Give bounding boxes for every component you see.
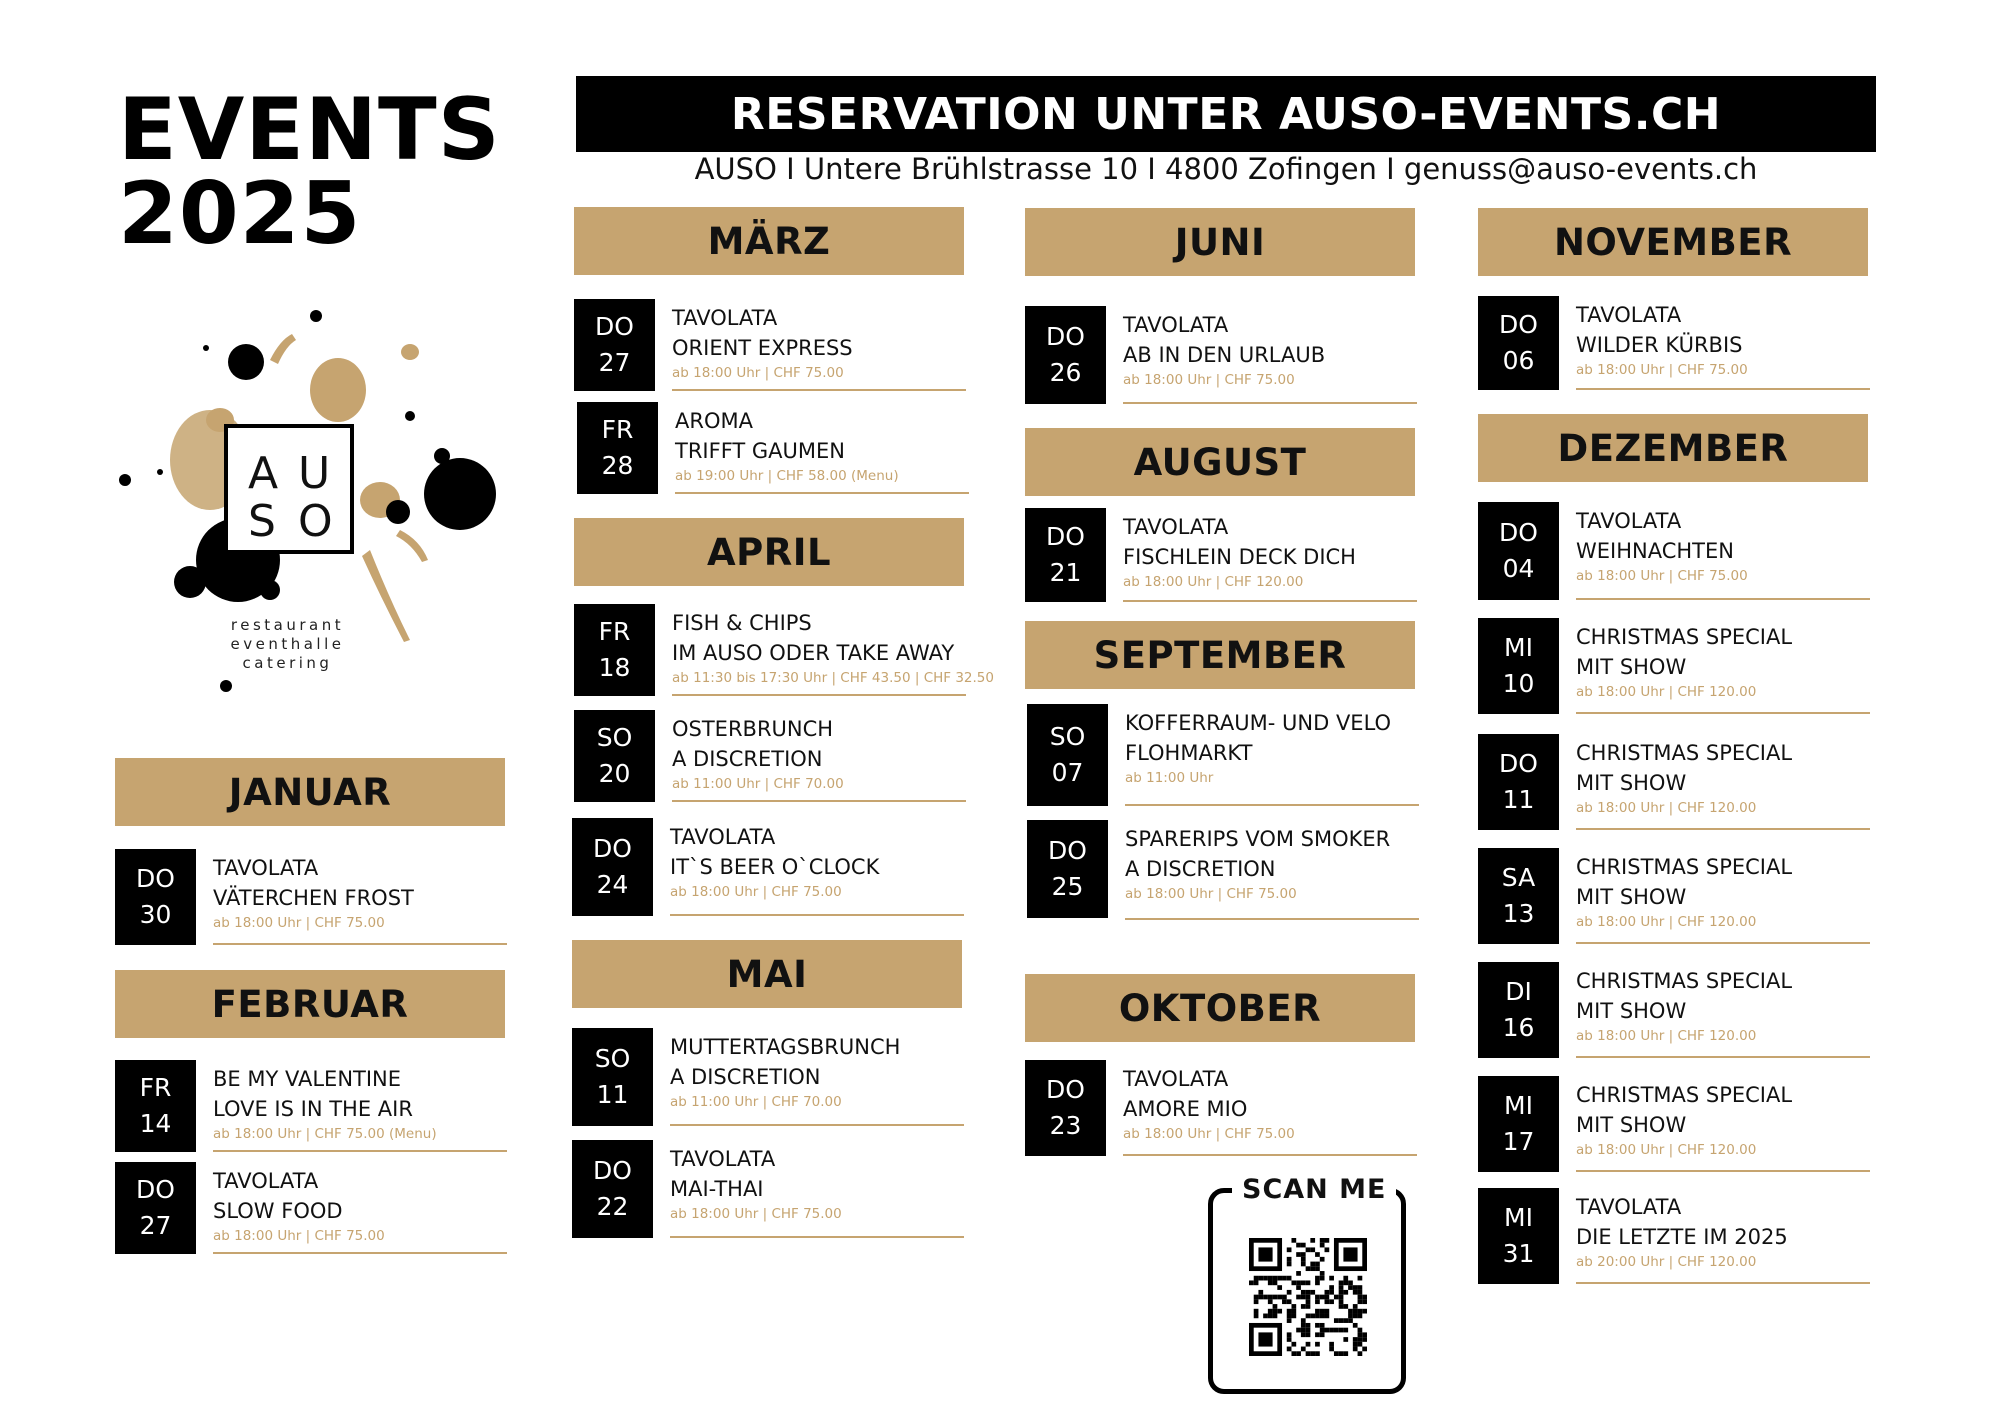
event-time-price: ab 18:00 Uhr | CHF 75.00 xyxy=(1123,1126,1295,1142)
event-day-number: 20 xyxy=(598,759,631,788)
event-date-badge xyxy=(574,299,655,391)
event-title: CHRISTMAS SPECIAL xyxy=(1576,741,1793,765)
event-title: CHRISTMAS SPECIAL xyxy=(1576,625,1793,649)
event-feb-27[interactable] xyxy=(115,1162,507,1254)
event-time-price: ab 19:00 Uhr | CHF 58.00 (Menu) xyxy=(675,468,899,484)
logo-letter-s: S xyxy=(248,496,276,547)
event-weekday: DO xyxy=(1499,518,1538,547)
event-title: TAVOLATA xyxy=(1576,1195,1682,1219)
event-date-badge xyxy=(1478,962,1559,1058)
reservation-banner[interactable]: RESERVATION UNTER AUSO-EVENTS.CH xyxy=(576,76,1876,152)
event-title: TAVOLATA xyxy=(670,1147,776,1171)
event-info xyxy=(1123,508,1417,602)
month-header-april: APRIL xyxy=(574,518,964,586)
event-subtitle: FISCHLEIN DECK DICH xyxy=(1123,545,1356,569)
event-time-price: ab 11:00 Uhr | CHF 70.00 xyxy=(672,776,844,792)
event-day-number: 13 xyxy=(1502,899,1535,928)
event-mar-27[interactable] xyxy=(574,299,966,391)
event-subtitle: TRIFFT GAUMEN xyxy=(675,439,846,463)
event-apr-24[interactable] xyxy=(572,818,964,916)
event-day-number: 16 xyxy=(1502,1013,1535,1042)
event-dez-11[interactable] xyxy=(1478,734,1870,830)
event-day-number: 27 xyxy=(598,348,631,377)
event-info xyxy=(213,1162,507,1254)
event-subtitle: VÄTERCHEN FROST xyxy=(213,886,414,910)
logo-line-restaurant: restaurant xyxy=(230,616,345,634)
event-dez-13[interactable] xyxy=(1478,848,1870,944)
event-subtitle: MAI-THAI xyxy=(670,1177,764,1201)
event-date-badge xyxy=(1027,820,1108,918)
event-day-number: 07 xyxy=(1051,758,1084,787)
event-time-price: ab 18:00 Uhr | CHF 120.00 xyxy=(1576,800,1757,816)
event-weekday: DO xyxy=(136,1175,175,1204)
logo-letter-u: U xyxy=(298,448,331,499)
event-time-price: ab 18:00 Uhr | CHF 120.00 xyxy=(1576,914,1757,930)
event-date-badge xyxy=(577,402,658,494)
event-date-badge xyxy=(574,604,655,696)
event-day-number: 18 xyxy=(598,653,631,682)
event-title: SPARERIPS VOM SMOKER xyxy=(1125,827,1391,851)
event-day-number: 11 xyxy=(1502,785,1535,814)
event-title: TAVOLATA xyxy=(1576,509,1682,533)
event-day-number: 23 xyxy=(1049,1111,1082,1140)
event-date-badge xyxy=(574,710,655,802)
event-subtitle: A DISCRETION xyxy=(670,1065,821,1089)
event-okt-23[interactable] xyxy=(1025,1060,1417,1156)
qr-code[interactable] xyxy=(1249,1238,1367,1356)
event-day-number: 27 xyxy=(139,1211,172,1240)
event-time-price: ab 18:00 Uhr | CHF 75.00 xyxy=(1576,362,1748,378)
event-info xyxy=(675,402,969,494)
event-sep-25[interactable] xyxy=(1027,820,1419,920)
month-header-oktober: OKTOBER xyxy=(1025,974,1415,1042)
month-header-november: NOVEMBER xyxy=(1478,208,1868,276)
event-dez-16[interactable] xyxy=(1478,962,1870,1058)
event-date-badge xyxy=(1025,306,1106,404)
event-subtitle: IM AUSO ODER TAKE AWAY xyxy=(672,641,955,665)
event-weekday: DO xyxy=(595,312,634,341)
event-info xyxy=(1576,848,1870,944)
event-info xyxy=(670,1028,964,1126)
event-info xyxy=(672,604,994,696)
event-weekday: SO xyxy=(1049,722,1086,751)
event-info xyxy=(670,1140,964,1238)
event-subtitle: MIT SHOW xyxy=(1576,1113,1687,1137)
event-weekday: DO xyxy=(593,1156,632,1185)
event-weekday: FR xyxy=(139,1073,172,1102)
event-date-badge xyxy=(572,1028,653,1126)
title-year: 2025 xyxy=(118,164,362,264)
event-time-price: ab 18:00 Uhr | CHF 75.00 xyxy=(670,884,842,900)
event-subtitle: ORIENT EXPRESS xyxy=(672,336,853,360)
event-day-number: 25 xyxy=(1051,872,1084,901)
event-title: AROMA xyxy=(675,409,753,433)
event-weekday: FR xyxy=(598,617,631,646)
event-day-number: 10 xyxy=(1502,669,1535,698)
event-date-badge xyxy=(1478,618,1559,714)
event-dez-17[interactable] xyxy=(1478,1076,1870,1172)
event-day-number: 04 xyxy=(1502,554,1535,583)
event-sep-07[interactable] xyxy=(1027,704,1419,806)
event-weekday: DO xyxy=(1048,836,1087,865)
event-day-number: 26 xyxy=(1049,358,1082,387)
event-weekday: DI xyxy=(1505,977,1532,1006)
event-weekday: DO xyxy=(1046,322,1085,351)
event-title: FISH & CHIPS xyxy=(672,611,812,635)
event-day-number: 06 xyxy=(1502,346,1535,375)
scan-me-label: SCAN ME xyxy=(1232,1174,1396,1205)
event-title: TAVOLATA xyxy=(1123,515,1229,539)
event-dez-31[interactable] xyxy=(1478,1188,1870,1284)
event-info xyxy=(1576,502,1870,600)
event-mai-11[interactable] xyxy=(572,1028,964,1126)
event-info xyxy=(1123,1060,1417,1156)
event-title: KOFFERRAUM- UND VELO xyxy=(1125,711,1392,735)
event-info xyxy=(213,1060,507,1152)
event-day-number: 14 xyxy=(139,1109,172,1138)
event-subtitle: LOVE IS IN THE AIR xyxy=(213,1097,413,1121)
event-info xyxy=(1576,962,1870,1058)
month-header-maerz: MÄRZ xyxy=(574,207,964,275)
event-date-badge xyxy=(1478,1076,1559,1172)
event-subtitle: AB IN DEN URLAUB xyxy=(1123,343,1326,367)
event-title: TAVOLATA xyxy=(213,1169,319,1193)
logo-line-catering: catering xyxy=(242,654,333,672)
page-title xyxy=(118,80,501,264)
event-weekday: DO xyxy=(136,864,175,893)
event-jun-26[interactable] xyxy=(1025,306,1417,404)
event-title: MUTTERTAGSBRUNCH xyxy=(670,1035,901,1059)
event-date-badge xyxy=(1478,734,1559,830)
event-time-price: ab 11:30 bis 17:30 Uhr | CHF 43.50 | CHF 32.50 xyxy=(672,670,994,686)
event-title: TAVOLATA xyxy=(672,306,778,330)
event-weekday: DO xyxy=(593,834,632,863)
event-info xyxy=(1123,306,1417,404)
event-title: TAVOLATA xyxy=(213,856,319,880)
event-day-number: 11 xyxy=(596,1080,629,1109)
event-title: CHRISTMAS SPECIAL xyxy=(1576,855,1793,879)
event-subtitle: WILDER KÜRBIS xyxy=(1576,333,1743,357)
event-subtitle: FLOHMARKT xyxy=(1125,741,1253,765)
event-info xyxy=(1125,820,1419,920)
event-day-number: 30 xyxy=(139,900,172,929)
month-header-september: SEPTEMBER xyxy=(1025,621,1415,689)
event-subtitle: MIT SHOW xyxy=(1576,999,1687,1023)
event-subtitle: WEIHNACHTEN xyxy=(1576,539,1734,563)
event-date-badge xyxy=(1027,704,1108,806)
event-time-price: ab 11:00 Uhr | CHF 70.00 xyxy=(670,1094,842,1110)
event-time-price: ab 18:00 Uhr | CHF 75.00 xyxy=(213,1228,385,1244)
event-date-badge xyxy=(115,1060,196,1152)
event-date-badge xyxy=(1478,502,1559,600)
event-title: BE MY VALENTINE xyxy=(213,1067,402,1091)
logo-letter-a: A xyxy=(248,448,279,499)
event-time-price: ab 18:00 Uhr | CHF 75.00 xyxy=(672,365,844,381)
month-header-februar: FEBRUAR xyxy=(115,970,505,1038)
month-header-mai: MAI xyxy=(572,940,962,1008)
event-mar-28[interactable] xyxy=(577,402,969,494)
event-time-price: ab 18:00 Uhr | CHF 120.00 xyxy=(1123,574,1304,590)
event-subtitle: IT`S BEER O`CLOCK xyxy=(670,855,880,879)
event-date-badge xyxy=(1478,296,1559,390)
event-day-number: 28 xyxy=(601,451,634,480)
event-date-badge xyxy=(115,1162,196,1254)
event-date-badge xyxy=(1025,508,1106,602)
event-title: TAVOLATA xyxy=(670,825,776,849)
month-header-dezember: DEZEMBER xyxy=(1478,414,1868,482)
event-weekday: SO xyxy=(594,1044,631,1073)
event-mai-22[interactable] xyxy=(572,1140,964,1238)
logo-letters xyxy=(226,426,352,552)
event-info xyxy=(1576,618,1870,714)
event-dez-10[interactable] xyxy=(1478,618,1870,714)
event-weekday: DO xyxy=(1046,1075,1085,1104)
event-date-badge xyxy=(115,849,196,945)
event-info xyxy=(1576,734,1870,830)
event-feb-14[interactable] xyxy=(115,1060,507,1152)
event-time-price: ab 11:00 Uhr xyxy=(1125,770,1214,786)
event-time-price: ab 18:00 Uhr | CHF 75.00 xyxy=(1125,886,1297,902)
event-info xyxy=(672,299,966,391)
event-subtitle: MIT SHOW xyxy=(1576,885,1687,909)
event-apr-18[interactable] xyxy=(574,604,994,696)
event-time-price: ab 18:00 Uhr | CHF 120.00 xyxy=(1576,684,1757,700)
event-time-price: ab 18:00 Uhr | CHF 75.00 xyxy=(1576,568,1748,584)
event-weekday: DO xyxy=(1046,522,1085,551)
event-time-price: ab 18:00 Uhr | CHF 120.00 xyxy=(1576,1142,1757,1158)
event-date-badge xyxy=(572,1140,653,1238)
event-weekday: FR xyxy=(601,415,634,444)
logo-tagline xyxy=(215,616,360,673)
event-time-price: ab 18:00 Uhr | CHF 75.00 xyxy=(670,1206,842,1222)
event-info xyxy=(1125,704,1419,806)
event-jan-30[interactable] xyxy=(115,849,507,945)
event-weekday: MI xyxy=(1504,1203,1533,1232)
event-dez-04[interactable] xyxy=(1478,502,1870,600)
event-title: CHRISTMAS SPECIAL xyxy=(1576,969,1793,993)
event-time-price: ab 18:00 Uhr | CHF 75.00 xyxy=(213,915,385,931)
event-weekday: DO xyxy=(1499,310,1538,339)
event-info xyxy=(1576,1188,1870,1284)
title-events: EVENTS xyxy=(118,80,501,180)
event-day-number: 21 xyxy=(1049,558,1082,587)
event-title: TAVOLATA xyxy=(1123,313,1229,337)
event-subtitle: MIT SHOW xyxy=(1576,771,1687,795)
event-subtitle: DIE LETZTE IM 2025 xyxy=(1576,1225,1788,1249)
event-subtitle: SLOW FOOD xyxy=(213,1199,343,1223)
event-date-badge xyxy=(1478,1188,1559,1284)
event-aug-21[interactable] xyxy=(1025,508,1417,602)
month-header-januar: JANUAR xyxy=(115,758,505,826)
event-time-price: ab 18:00 Uhr | CHF 75.00 xyxy=(1123,372,1295,388)
event-time-price: ab 18:00 Uhr | CHF 75.00 (Menu) xyxy=(213,1126,437,1142)
event-weekday: SO xyxy=(596,723,633,752)
address-line: AUSO I Untere Brühlstrasse 10 I 4800 Zofingen I genuss@auso-events.ch xyxy=(694,152,1758,186)
event-nov-06[interactable] xyxy=(1478,296,1870,390)
event-info xyxy=(1576,1076,1870,1172)
event-weekday: MI xyxy=(1504,633,1533,662)
event-title: TAVOLATA xyxy=(1123,1067,1229,1091)
event-day-number: 24 xyxy=(596,870,629,899)
event-weekday: DO xyxy=(1499,749,1538,778)
event-day-number: 22 xyxy=(596,1192,629,1221)
event-date-badge xyxy=(1478,848,1559,944)
month-header-august: AUGUST xyxy=(1025,428,1415,496)
event-info xyxy=(672,710,966,802)
event-date-badge xyxy=(572,818,653,916)
event-info xyxy=(213,849,507,945)
event-weekday: SA xyxy=(1501,863,1536,892)
event-title: TAVOLATA xyxy=(1576,303,1682,327)
event-subtitle: A DISCRETION xyxy=(672,747,823,771)
event-time-price: ab 20:00 Uhr | CHF 120.00 xyxy=(1576,1254,1757,1270)
event-subtitle: A DISCRETION xyxy=(1125,857,1276,881)
event-title: OSTERBRUNCH xyxy=(672,717,834,741)
logo-letter-o: O xyxy=(298,496,333,547)
event-time-price: ab 18:00 Uhr | CHF 120.00 xyxy=(1576,1028,1757,1044)
event-day-number: 17 xyxy=(1502,1127,1535,1156)
event-date-badge xyxy=(1025,1060,1106,1156)
event-title: CHRISTMAS SPECIAL xyxy=(1576,1083,1793,1107)
event-weekday: MI xyxy=(1504,1091,1533,1120)
event-subtitle: MIT SHOW xyxy=(1576,655,1687,679)
event-info xyxy=(1576,296,1870,390)
event-apr-20[interactable] xyxy=(574,710,966,802)
event-subtitle: AMORE MIO xyxy=(1123,1097,1248,1121)
event-info xyxy=(670,818,964,916)
event-day-number: 31 xyxy=(1502,1239,1535,1268)
month-header-juni: JUNI xyxy=(1025,208,1415,276)
logo-line-eventhalle: eventhalle xyxy=(230,635,345,653)
